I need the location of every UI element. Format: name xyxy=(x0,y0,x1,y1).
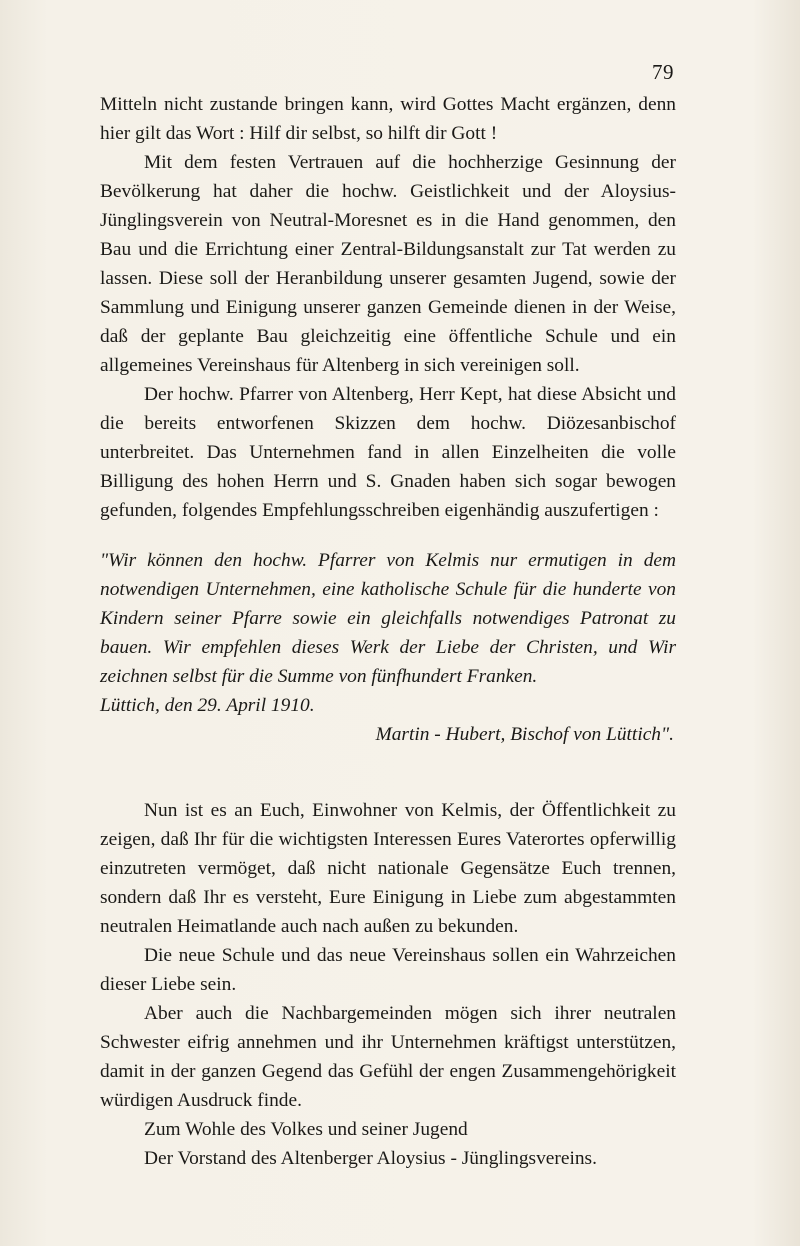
paragraph-neighbouring-communities: Aber auch die Nachbargemeinden mögen sich ihrer neutralen Schwester eifrig annehmen und ihr Unternehmen kräftigst unterstützen, damit in der ganzen Gegend das Gefühl der engen Zusammengehörigkeit würdigen Ausdruck finde. xyxy=(100,1003,676,1111)
letter-signature: Martin - Hubert, Bischof von Lüttich". xyxy=(375,724,674,745)
paragraph-intro-continuation: Mitteln nicht zustande bringen kann, wird Gottes Macht ergänzen, denn hier gilt das Wort : Hilf dir selbst, so hilft dir Gott ! xyxy=(100,94,676,144)
letter-text: "Wir können den hochw. Pfarrer von Kelmis nur ermutigen in dem notwendigen Unternehmen, eine katholische Schule für die hunderte von Kindern seiner Pfarre sowie ein gleichfalls notwendiges Patronat zu bauen. Wir empfehlen dieses Werk der Liebe der Christen, und Wir zeichnen selbst für die Summe von fünfhundert Franken. xyxy=(100,550,676,687)
appeal-section xyxy=(100,796,676,1173)
paragraph-symbol-of-love: Die neue Schule und das neue Vereinshaus sollen ein Wahrzeichen dieser Liebe sein. xyxy=(100,945,676,995)
closing-line-board: Der Vorstand des Altenberger Aloysius - Jünglingsvereins. xyxy=(144,1148,597,1169)
closing-line-wellbeing: Zum Wohle des Volkes und seiner Jugend xyxy=(144,1119,468,1140)
paragraph-appeal-residents: Nun ist es an Euch, Einwohner von Kelmis, der Öffentlichkeit zu zeigen, daß Ihr für die wichtigsten Interessen Eures Vaterortes opferwillig einzutreten vermöget, daß nicht nationale Gegensätze Euch trennen, sondern daß Ihr es versteht, Eure Einigung in Liebe zum abgestammten neutralen Heimatlande auch nach außen zu bekunden. xyxy=(100,800,676,937)
body-text xyxy=(100,90,676,1173)
page-number: 79 xyxy=(652,60,674,84)
bishop-letter-quote xyxy=(100,546,676,749)
paragraph-foundation-plan: Mit dem festen Vertrauen auf die hochherzige Gesinnung der Bevölkerung hat daher die hochw. Geistlichkeit und der Aloysius-Jünglingsverein von Neutral-Moresnet es in die Hand genommen, den Bau und die Errichtung einer Zentral-Bildungsanstalt zur Tat werden zu lassen. Diese soll der Heranbildung unserer gesamten Jugend, sowie der Sammlung und Einigung unserer ganzen Gemeinde dienen in der Weise, daß der geplante Bau gleichzeitig eine öffentliche Schule und ein allgemeines Vereinshaus für Altenberg in sich vereinigen soll. xyxy=(100,152,676,376)
paragraph-bishop-approval: Der hochw. Pfarrer von Altenberg, Herr Kept, hat diese Absicht und die bereits entworfenen Skizzen dem hochw. Diözesanbischof unterbreitet. Das Unternehmen fand in allen Einzelheiten die volle Billigung des hohen Herrn und S. Gnaden haben sich sogar bewogen gefunden, folgendes Empfehlungsschreiben eigenhändig auszufertigen : xyxy=(100,384,676,521)
letter-place-date: Lüttich, den 29. April 1910. xyxy=(100,695,315,716)
